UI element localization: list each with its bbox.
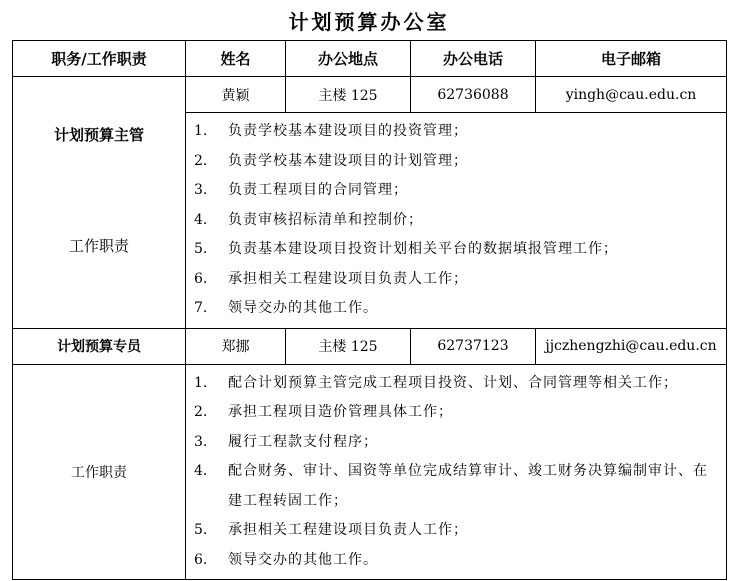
duties-cell xyxy=(186,364,727,580)
duty-item: 5. 负责基本建设项目投资计划相关平台的数据填报管理工作； xyxy=(194,241,618,257)
header-cell-email: 电子邮箱 xyxy=(536,41,727,77)
duty-item: 1. 配合计划预算主管完成工程项目投资、计划、合同管理等相关工作； xyxy=(194,374,678,391)
name-cell: 黄颖 xyxy=(186,77,286,113)
header-cell-role: 职务/工作职责 xyxy=(13,41,186,77)
header-cell-location: 办公地点 xyxy=(286,41,411,77)
contact-row xyxy=(13,77,727,113)
staff-table xyxy=(12,40,727,580)
duty-list xyxy=(186,113,726,328)
email-cell: yingh@cau.edu.cn xyxy=(536,77,727,113)
duty-label: 工作职责 xyxy=(68,237,129,256)
page-title: 计划预算办公室 xyxy=(288,10,450,34)
duty-item: 6. 承担相关工程建设项目负责人工作； xyxy=(194,270,468,287)
duty-item: 1. 负责学校基本建设项目的投资管理； xyxy=(194,123,468,139)
contact-row xyxy=(13,328,727,364)
phone-cell: 62737123 xyxy=(411,328,536,364)
duty-item: 4. 配合财务、审计、国资等单位完成结算审计、竣工财务决算编制审计、在建工程转固工作； xyxy=(194,463,708,509)
name-cell: 郑挪 xyxy=(186,328,286,364)
location-cell: 主楼 125 xyxy=(286,77,411,113)
duty-label: 工作职责 xyxy=(13,364,186,580)
location-cell: 主楼 125 xyxy=(286,328,411,364)
header-cell-phone: 办公电话 xyxy=(411,41,536,77)
duty-item: 4. 负责审核招标清单和控制价； xyxy=(194,211,423,228)
duty-item: 6. 领导交办的其他工作。 xyxy=(194,551,378,568)
duty-item: 5. 承担相关工程建设项目负责人工作； xyxy=(194,522,468,538)
duty-item: 7. 领导交办的其他工作。 xyxy=(194,300,378,316)
duty-item: 2. 负责学校基本建设项目的计划管理； xyxy=(194,152,468,169)
role-title: 计划预算主管 xyxy=(53,126,144,145)
duties-cell xyxy=(186,113,727,329)
role-title: 计划预算专员 xyxy=(13,328,186,364)
duty-list xyxy=(186,365,726,580)
duty-item: 2. 承担工程项目造价管理具体工作； xyxy=(194,404,453,420)
email-cell: jjczhengzhi@cau.edu.cn xyxy=(536,328,727,364)
duty-item: 3. 履行工程款支付程序； xyxy=(194,433,378,450)
phone-cell: 62736088 xyxy=(411,77,536,113)
duties-row xyxy=(13,364,727,580)
header-cell-name: 姓名 xyxy=(186,41,286,77)
role-cell xyxy=(13,77,186,329)
header-row xyxy=(13,41,727,77)
duty-item: 3. 负责工程项目的合同管理； xyxy=(194,182,408,198)
